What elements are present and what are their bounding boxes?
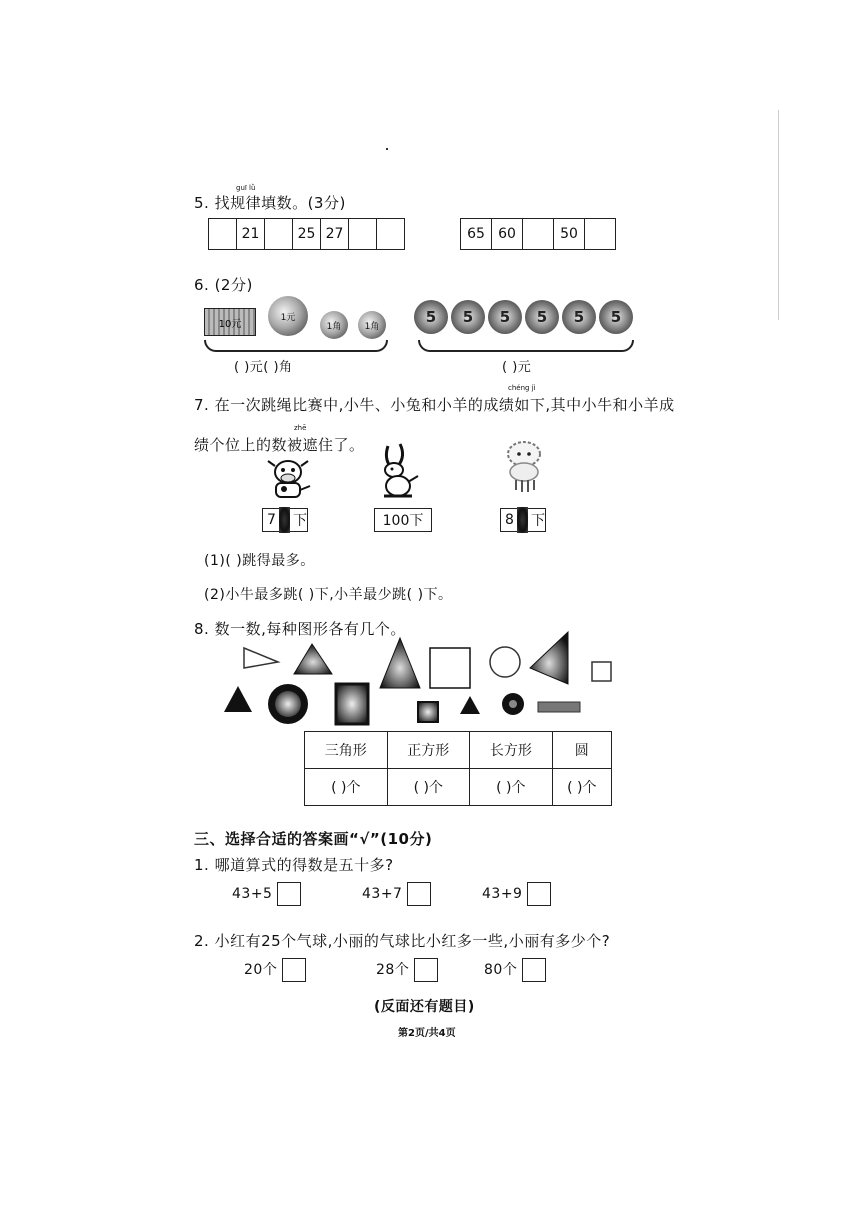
q6-answer-1[interactable]: ( )元( )角 [234,360,293,375]
table-header: 长方形 [470,732,553,769]
checkbox[interactable] [282,958,306,982]
brace-right [418,340,634,352]
option-43-5 [232,882,301,906]
triangle-shape [224,686,252,712]
circle-shape [490,647,520,677]
rabbit-score: 100下 [374,508,432,532]
pinyin-zhe: zhē [294,424,307,432]
option-20 [244,958,306,982]
option-label: 80个 [484,962,518,978]
checkbox[interactable] [522,958,546,982]
coin-1-yuan [268,296,308,336]
seq1-cell[interactable] [265,219,293,249]
banknote-10-yuan [204,308,256,336]
pinyin-cheng-ji: chéng jì [508,384,536,392]
checkbox[interactable] [277,882,301,906]
triangle-shape [380,638,420,688]
seq2-cell: 60 [492,219,523,249]
checkbox[interactable] [407,882,431,906]
section-3-title: 三、选择合适的答案画“√”(10分) [194,830,433,848]
coin-label: 5 [536,308,548,326]
checkbox[interactable] [414,958,438,982]
coin-label: 5 [573,308,585,326]
circle-shape-inner [275,691,301,717]
coin-label: 1角 [364,321,380,332]
scan-dot [386,148,388,150]
cow-score-tens: 7 [267,512,276,528]
circle-shape-inner [509,700,517,708]
option-80 [484,958,546,982]
s3-q1: 1. 哪道算式的得数是五十多? [194,856,394,874]
coin-5-jiao [562,300,596,334]
seq2-cell: 65 [461,219,492,249]
cow-icon [262,456,314,502]
coin-5-jiao [451,300,485,334]
brace-left [204,340,388,352]
table-row [305,769,612,806]
table-header: 圆 [552,732,611,769]
q7-line-2: 绩个位上的数被遮住了。 [194,436,365,454]
banknote-label: 10元 [218,318,242,330]
coin-1-jiao [320,311,348,339]
q6-title: 6. (2分) [194,276,253,294]
back-side-note: (反面还有题目) [374,999,475,1015]
option-label: 20个 [244,962,278,978]
sheep-icon [500,436,548,494]
seq2-cell[interactable] [523,219,554,249]
option-43-7 [362,882,431,906]
checkbox[interactable] [527,882,551,906]
answer-cell[interactable]: ( )个 [387,769,470,806]
triangle-shape [244,648,278,668]
hidden-digit [279,507,290,533]
seq2-cell: 50 [554,219,585,249]
coin-label: 5 [425,308,437,326]
answer-cell[interactable]: ( )个 [470,769,553,806]
seq1-cell[interactable] [377,219,404,249]
table-header: 三角形 [305,732,388,769]
table-header: 正方形 [387,732,470,769]
q7-line-1: 7. 在一次跳绳比赛中,小牛、小兔和小羊的成绩如下,其中小牛和小羊成 [194,396,675,414]
coin-5-jiao [525,300,559,334]
triangle-shape [460,696,480,714]
seq2-cell[interactable] [585,219,615,249]
seq1-cell[interactable] [349,219,377,249]
answer-cell[interactable]: ( )个 [552,769,611,806]
answer-cell[interactable]: ( )个 [305,769,388,806]
seq1-cell[interactable] [209,219,237,249]
page-number: 第2页/共4页 [398,1028,456,1039]
pinyin-gui-lv: guī lǜ [236,184,256,192]
option-28 [376,958,438,982]
rabbit-icon [372,442,422,502]
option-label: 43+9 [482,886,523,902]
cow-score [262,508,308,532]
sequence-box-2 [460,218,616,250]
seq1-cell: 25 [293,219,321,249]
sequence-box-1 [208,218,405,250]
five-jiao-coins [414,300,633,334]
option-label: 28个 [376,962,410,978]
coin-1-jiao [358,311,386,339]
triangle-shape [530,632,568,684]
q8-title: 8. 数一数,每种图形各有几个。 [194,620,406,638]
seq1-cell: 27 [321,219,349,249]
rectangle-shape [538,702,580,712]
q6-answer-2[interactable]: ( )元 [502,360,532,375]
coin-5-jiao [599,300,633,334]
s3-q2: 2. 小红有25个气球,小丽的气球比小红多一些,小丽有多少个? [194,932,611,950]
square-shape [430,648,470,688]
square-shape [592,662,611,681]
seq1-cell: 21 [237,219,265,249]
coin-label: 5 [610,308,622,326]
q5-title: 5. 找规律填数。(3分) [194,194,346,212]
sheep-score-unit: 下 [531,513,545,529]
sheep-score-tens: 8 [505,512,514,528]
q7-sub-2[interactable]: (2)小牛最多跳( )下,小羊最少跳( )下。 [204,587,453,603]
shape-count-table [304,731,612,806]
hidden-digit [517,507,528,533]
q7-sub-1[interactable]: (1)( )跳得最多。 [204,553,315,569]
cow-score-unit: 下 [293,513,307,529]
shapes-figure [220,628,620,728]
rectangle-shape [336,684,368,724]
triangle-shape [294,644,332,674]
square-shape [418,702,438,722]
coin-label: 1元 [280,312,296,323]
sheep-score [500,508,546,532]
coin-5-jiao [488,300,522,334]
coin-label: 5 [499,308,511,326]
table-row [305,732,612,769]
coin-label: 5 [462,308,474,326]
coin-label: 1角 [326,321,342,332]
option-43-9 [482,882,551,906]
option-label: 43+7 [362,886,403,902]
scan-edge [778,110,779,320]
coin-5-jiao [414,300,448,334]
option-label: 43+5 [232,886,273,902]
